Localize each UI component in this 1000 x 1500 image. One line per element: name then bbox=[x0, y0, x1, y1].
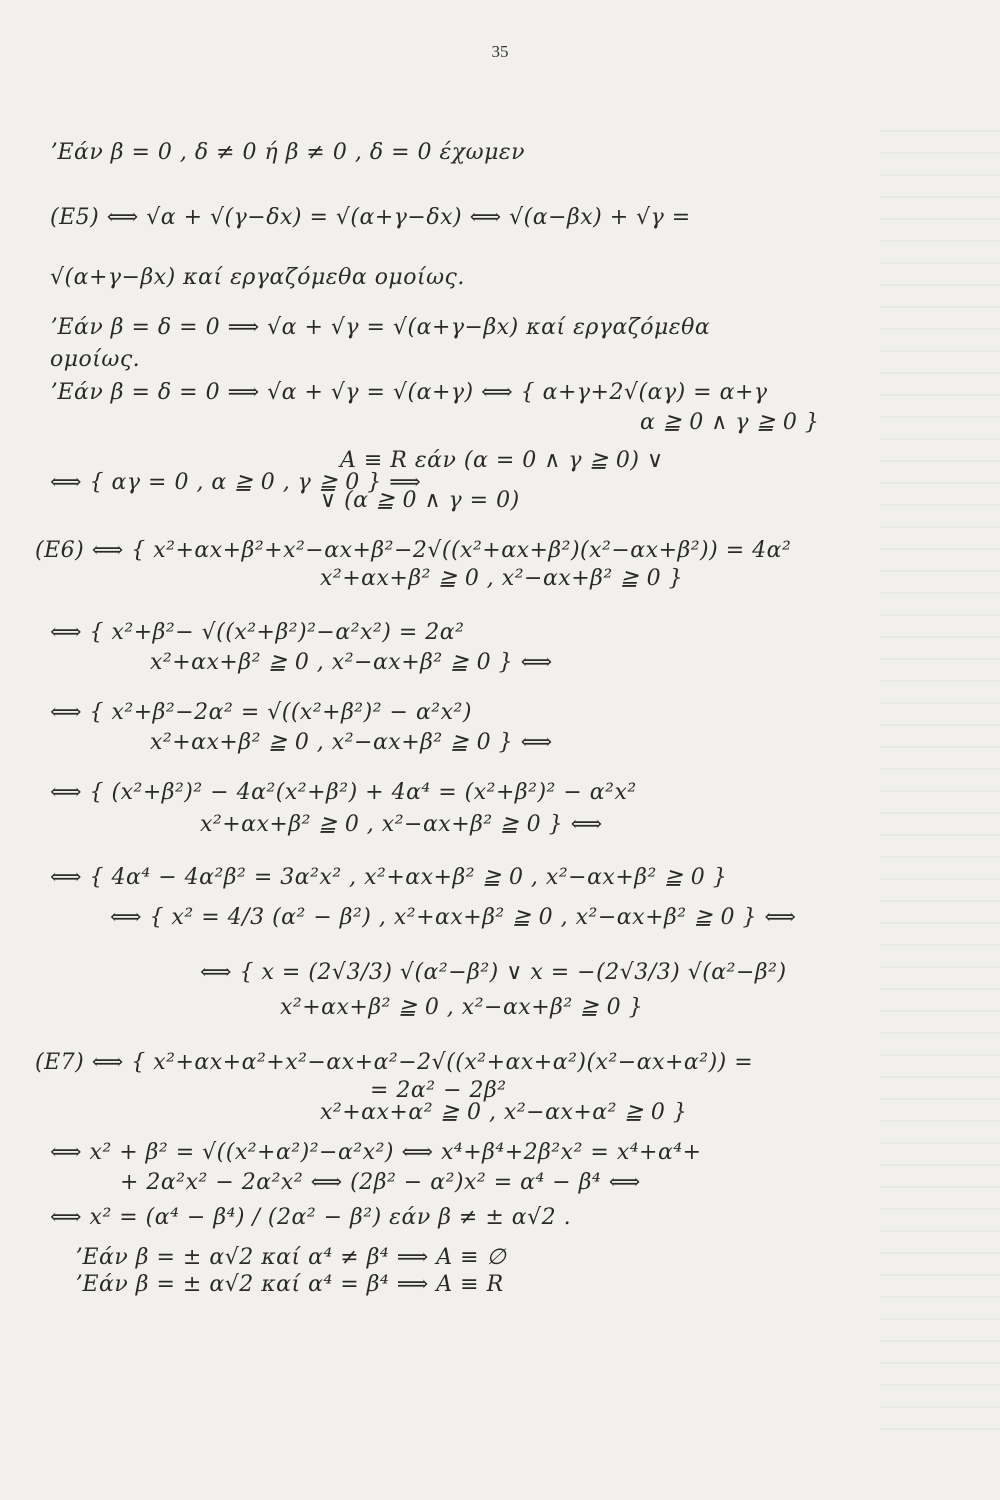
math-line: ομοίως. bbox=[50, 347, 141, 372]
math-line: ⟺ { x² = 4/3 (α² − β²) , x²+αx+β² ≧ 0 , x²−αx+β² ≧ 0 } ⟺ bbox=[110, 905, 797, 930]
math-line: ⟺ { αγ = 0 , α ≧ 0 , γ ≧ 0 } ⟹ bbox=[50, 470, 422, 495]
math-line: A ≡ R εάν (α = 0 ∧ γ ≧ 0) ∨ bbox=[340, 448, 664, 473]
bleed-through-shadow bbox=[880, 130, 1000, 1430]
math-line: ʼΕάν β = δ = 0 ⟹ √α + √γ = √(α+γ−βx) καί εργαζόμεθα bbox=[50, 315, 711, 340]
math-line: (Ε6) ⟺ { x²+αx+β²+x²−αx+β²−2√((x²+αx+β²)(x²−αx+β²)) = 4α² bbox=[35, 538, 792, 563]
math-line: ʼΕάν β = ± α√2 καί α⁴ ≠ β⁴ ⟹ A ≡ ∅ bbox=[75, 1245, 507, 1270]
math-line: √(α+γ−βx) καί εργαζόμεθα ομοίως. bbox=[50, 265, 465, 290]
math-line: = 2α² − 2β² bbox=[370, 1078, 507, 1103]
math-line: ⟺ x² + β² = √((x²+α²)²−α²x²) ⟺ x⁴+β⁴+2β²x² = x⁴+α⁴+ bbox=[50, 1140, 702, 1165]
math-line: ʼΕάν β = 0 , δ ≠ 0 ή β ≠ 0 , δ = 0 έχωμεν bbox=[50, 140, 526, 165]
math-line: ⟺ { x²+β²−2α² = √((x²+β²)² − α²x²) bbox=[50, 700, 472, 725]
math-line: x²+αx+β² ≧ 0 , x²−αx+β² ≧ 0 } ⟺ bbox=[200, 812, 603, 837]
math-line: ⟺ { (x²+β²)² − 4α²(x²+β²) + 4α⁴ = (x²+β²)² − α²x² bbox=[50, 780, 637, 805]
math-line: x²+αx+β² ≧ 0 , x²−αx+β² ≧ 0 } ⟺ bbox=[150, 730, 553, 755]
math-line: x²+αx+β² ≧ 0 , x²−αx+β² ≧ 0 } bbox=[320, 566, 684, 591]
math-line: ⟺ { x²+β²− √((x²+β²)²−α²x²) = 2α² bbox=[50, 620, 465, 645]
math-line: ∨ (α ≧ 0 ∧ γ = 0) bbox=[320, 488, 520, 513]
math-line: ⟺ { 4α⁴ − 4α²β² = 3α²x² , x²+αx+β² ≧ 0 , x²−αx+β² ≧ 0 } bbox=[50, 865, 728, 890]
math-line: ⟺ { x = (2√3/3) √(α²−β²) ∨ x = −(2√3/3) √(α²−β²) bbox=[200, 960, 787, 985]
math-line: x²+αx+β² ≧ 0 , x²−αx+β² ≧ 0 } bbox=[280, 995, 644, 1020]
page-number: 35 bbox=[491, 42, 509, 61]
math-line: x²+αx+α² ≧ 0 , x²−αx+α² ≧ 0 } bbox=[320, 1100, 688, 1125]
math-line: + 2α²x² − 2α²x² ⟺ (2β² − α²)x² = α⁴ − β⁴ ⟺ bbox=[120, 1170, 641, 1195]
math-line: ʼΕάν β = ± α√2 καί α⁴ = β⁴ ⟹ A ≡ R bbox=[75, 1272, 504, 1297]
math-line: x²+αx+β² ≧ 0 , x²−αx+β² ≧ 0 } ⟺ bbox=[150, 650, 553, 675]
math-line: ⟺ x² = (α⁴ − β⁴) / (2α² − β²) εάν β ≠ ± α√2 . bbox=[50, 1205, 572, 1230]
math-line: ʼΕάν β = δ = 0 ⟹ √α + √γ = √(α+γ) ⟺ { α+γ+2√(αγ) = α+γ bbox=[50, 380, 768, 405]
math-line: (Ε7) ⟺ { x²+αx+α²+x²−αx+α²−2√((x²+αx+α²)(x²−αx+α²)) = bbox=[35, 1050, 754, 1075]
math-line: α ≧ 0 ∧ γ ≧ 0 } bbox=[640, 410, 820, 435]
math-line: (Ε5) ⟺ √α + √(γ−δx) = √(α+γ−δx) ⟺ √(α−βx) + √γ = bbox=[50, 205, 691, 230]
